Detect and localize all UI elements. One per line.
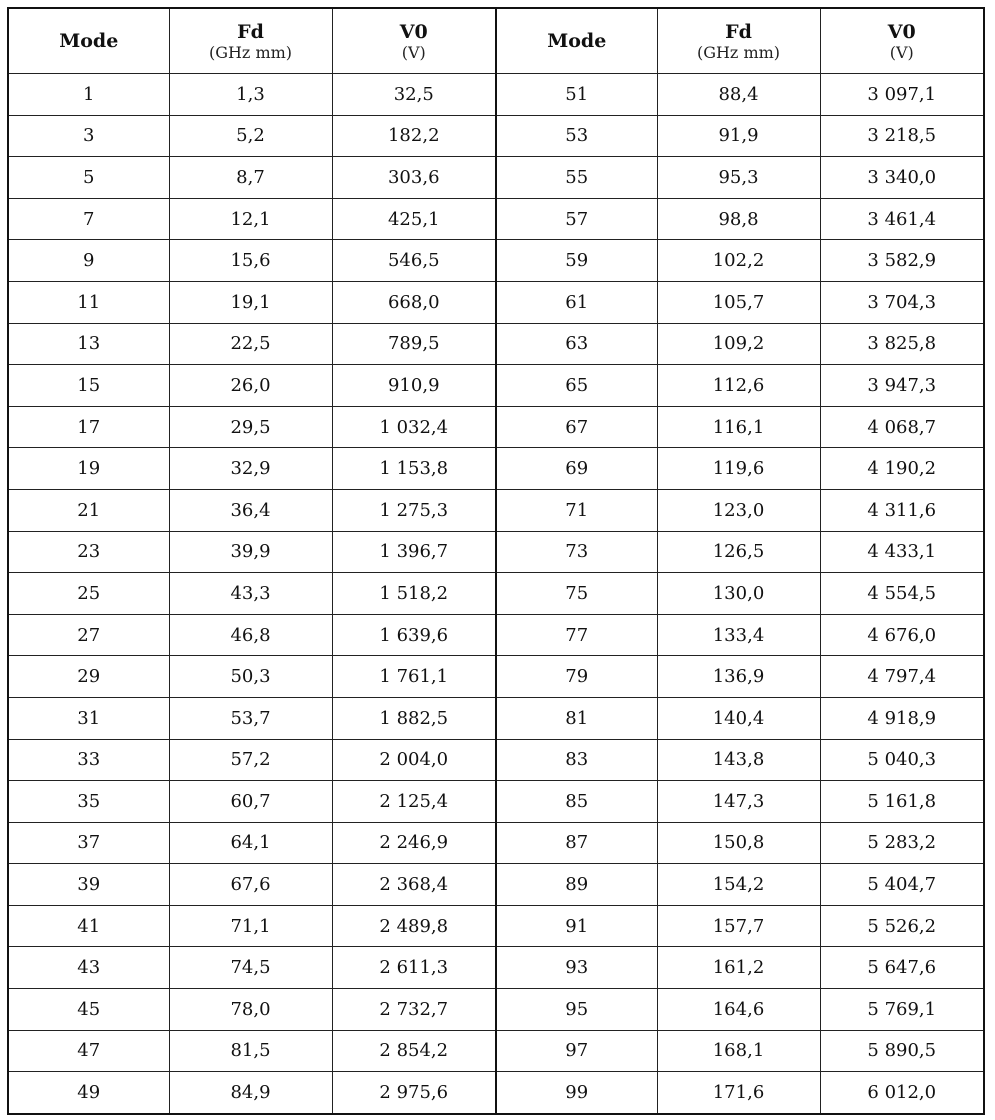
header-v0-right (820, 8, 984, 74)
cell-fd: 168,1 (657, 1030, 820, 1072)
cell-fd: 164,6 (657, 989, 820, 1031)
table-row (8, 448, 984, 490)
cell-fd: 53,7 (169, 697, 332, 739)
table-row (8, 697, 984, 739)
cell-fd: 109,2 (657, 323, 820, 365)
cell-fd: 36,4 (169, 489, 332, 531)
cell-mode: 71 (496, 489, 657, 531)
cell-fd: 46,8 (169, 614, 332, 656)
cell-v0: 1 761,1 (332, 656, 496, 698)
cell-fd: 74,5 (169, 947, 332, 989)
cell-v0: 1 153,8 (332, 448, 496, 490)
cell-fd: 123,0 (657, 489, 820, 531)
table-row (8, 781, 984, 823)
cell-mode: 53 (496, 115, 657, 157)
header-fd-label: Fd (237, 20, 264, 43)
cell-fd: 12,1 (169, 198, 332, 240)
cell-fd: 91,9 (657, 115, 820, 157)
cell-mode: 47 (8, 1030, 169, 1072)
cell-fd: 64,1 (169, 822, 332, 864)
cell-v0: 5 890,5 (820, 1030, 984, 1072)
cell-fd: 157,7 (657, 905, 820, 947)
cell-mode: 59 (496, 240, 657, 282)
cell-mode: 91 (496, 905, 657, 947)
cell-v0: 910,9 (332, 365, 496, 407)
table-row (8, 739, 984, 781)
cell-v0: 2 854,2 (332, 1030, 496, 1072)
cell-v0: 789,5 (332, 323, 496, 365)
cell-v0: 425,1 (332, 198, 496, 240)
cell-v0: 1 882,5 (332, 697, 496, 739)
cell-mode: 41 (8, 905, 169, 947)
cell-v0: 5 647,6 (820, 947, 984, 989)
cell-mode: 69 (496, 448, 657, 490)
table-row (8, 905, 984, 947)
header-mode-label: Mode (59, 30, 119, 52)
table-row (8, 822, 984, 864)
cell-v0: 1 639,6 (332, 614, 496, 656)
cell-v0: 5 161,8 (820, 781, 984, 823)
cell-mode: 65 (496, 365, 657, 407)
cell-mode: 13 (8, 323, 169, 365)
cell-v0: 1 396,7 (332, 531, 496, 573)
cell-mode: 37 (8, 822, 169, 864)
header-fd-left (169, 8, 332, 74)
cell-fd: 67,6 (169, 864, 332, 906)
mode-table-container (7, 7, 985, 1115)
cell-fd: 81,5 (169, 1030, 332, 1072)
table-row (8, 614, 984, 656)
cell-mode: 61 (496, 281, 657, 323)
cell-fd: 112,6 (657, 365, 820, 407)
cell-fd: 84,9 (169, 1072, 332, 1114)
header-v0-unit: (V) (401, 42, 426, 62)
cell-v0: 3 947,3 (820, 365, 984, 407)
cell-fd: 60,7 (169, 781, 332, 823)
cell-fd: 150,8 (657, 822, 820, 864)
cell-mode: 29 (8, 656, 169, 698)
cell-fd: 50,3 (169, 656, 332, 698)
cell-v0: 3 582,9 (820, 240, 984, 282)
cell-mode: 85 (496, 781, 657, 823)
cell-fd: 147,3 (657, 781, 820, 823)
cell-v0: 546,5 (332, 240, 496, 282)
table-body (8, 74, 984, 1114)
cell-fd: 71,1 (169, 905, 332, 947)
cell-v0: 3 825,8 (820, 323, 984, 365)
cell-fd: 29,5 (169, 406, 332, 448)
cell-mode: 3 (8, 115, 169, 157)
table-row (8, 198, 984, 240)
mode-table (7, 7, 985, 1115)
header-mode-label: Mode (547, 30, 607, 52)
cell-fd: 95,3 (657, 157, 820, 199)
header-v0-left (332, 8, 496, 74)
cell-mode: 31 (8, 697, 169, 739)
cell-v0: 303,6 (332, 157, 496, 199)
cell-v0: 3 461,4 (820, 198, 984, 240)
cell-fd: 105,7 (657, 281, 820, 323)
cell-fd: 102,2 (657, 240, 820, 282)
cell-v0: 32,5 (332, 74, 496, 116)
cell-mode: 9 (8, 240, 169, 282)
cell-v0: 2 975,6 (332, 1072, 496, 1114)
cell-mode: 35 (8, 781, 169, 823)
cell-v0: 2 004,0 (332, 739, 496, 781)
cell-v0: 1 518,2 (332, 573, 496, 615)
header-fd-right (657, 8, 820, 74)
table-row (8, 281, 984, 323)
cell-fd: 143,8 (657, 739, 820, 781)
table-row (8, 406, 984, 448)
cell-mode: 25 (8, 573, 169, 615)
table-row (8, 573, 984, 615)
cell-mode: 95 (496, 989, 657, 1031)
header-fd-label: Fd (725, 20, 752, 43)
cell-fd: 15,6 (169, 240, 332, 282)
cell-mode: 15 (8, 365, 169, 407)
cell-mode: 55 (496, 157, 657, 199)
cell-mode: 21 (8, 489, 169, 531)
cell-v0: 4 676,0 (820, 614, 984, 656)
cell-v0: 3 704,3 (820, 281, 984, 323)
cell-mode: 5 (8, 157, 169, 199)
cell-mode: 89 (496, 864, 657, 906)
cell-v0: 5 526,2 (820, 905, 984, 947)
cell-v0: 4 797,4 (820, 656, 984, 698)
cell-fd: 78,0 (169, 989, 332, 1031)
header-v0-label: V0 (887, 20, 916, 43)
cell-mode: 63 (496, 323, 657, 365)
cell-v0: 1 032,4 (332, 406, 496, 448)
cell-fd: 133,4 (657, 614, 820, 656)
cell-mode: 45 (8, 989, 169, 1031)
table-row (8, 1030, 984, 1072)
cell-fd: 43,3 (169, 573, 332, 615)
header-mode-right (496, 8, 657, 74)
header-row (8, 8, 984, 74)
cell-v0: 4 190,2 (820, 448, 984, 490)
header-v0-label: V0 (399, 20, 428, 43)
table-row (8, 323, 984, 365)
cell-mode: 1 (8, 74, 169, 116)
header-v0-unit: (V) (889, 42, 914, 62)
cell-mode: 79 (496, 656, 657, 698)
table-row (8, 864, 984, 906)
table-row (8, 1072, 984, 1114)
cell-mode: 27 (8, 614, 169, 656)
cell-v0: 5 283,2 (820, 822, 984, 864)
cell-v0: 2 732,7 (332, 989, 496, 1031)
cell-mode: 99 (496, 1072, 657, 1114)
cell-fd: 57,2 (169, 739, 332, 781)
cell-fd: 126,5 (657, 531, 820, 573)
cell-v0: 4 068,7 (820, 406, 984, 448)
cell-v0: 4 918,9 (820, 697, 984, 739)
cell-mode: 17 (8, 406, 169, 448)
cell-v0: 5 769,1 (820, 989, 984, 1031)
cell-v0: 2 489,8 (332, 905, 496, 947)
cell-v0: 182,2 (332, 115, 496, 157)
cell-fd: 1,3 (169, 74, 332, 116)
cell-mode: 7 (8, 198, 169, 240)
cell-mode: 67 (496, 406, 657, 448)
cell-v0: 3 097,1 (820, 74, 984, 116)
cell-v0: 5 404,7 (820, 864, 984, 906)
cell-fd: 26,0 (169, 365, 332, 407)
table-row (8, 157, 984, 199)
cell-fd: 98,8 (657, 198, 820, 240)
table-row (8, 489, 984, 531)
table-row (8, 531, 984, 573)
table-row (8, 365, 984, 407)
cell-fd: 154,2 (657, 864, 820, 906)
cell-fd: 88,4 (657, 74, 820, 116)
cell-fd: 136,9 (657, 656, 820, 698)
table-row (8, 989, 984, 1031)
cell-v0: 2 611,3 (332, 947, 496, 989)
cell-v0: 2 246,9 (332, 822, 496, 864)
cell-mode: 73 (496, 531, 657, 573)
cell-fd: 119,6 (657, 448, 820, 490)
header-fd-unit: (GHz mm) (208, 42, 293, 62)
cell-mode: 83 (496, 739, 657, 781)
cell-v0: 5 040,3 (820, 739, 984, 781)
cell-mode: 51 (496, 74, 657, 116)
table-row (8, 74, 984, 116)
cell-mode: 11 (8, 281, 169, 323)
cell-mode: 39 (8, 864, 169, 906)
cell-fd: 171,6 (657, 1072, 820, 1114)
cell-mode: 43 (8, 947, 169, 989)
cell-mode: 57 (496, 198, 657, 240)
cell-v0: 2 125,4 (332, 781, 496, 823)
cell-fd: 5,2 (169, 115, 332, 157)
cell-v0: 6 012,0 (820, 1072, 984, 1114)
cell-fd: 19,1 (169, 281, 332, 323)
cell-fd: 22,5 (169, 323, 332, 365)
cell-mode: 81 (496, 697, 657, 739)
cell-fd: 32,9 (169, 448, 332, 490)
cell-mode: 77 (496, 614, 657, 656)
cell-v0: 4 554,5 (820, 573, 984, 615)
cell-mode: 75 (496, 573, 657, 615)
cell-mode: 19 (8, 448, 169, 490)
cell-v0: 3 218,5 (820, 115, 984, 157)
cell-fd: 116,1 (657, 406, 820, 448)
cell-v0: 1 275,3 (332, 489, 496, 531)
cell-fd: 161,2 (657, 947, 820, 989)
cell-v0: 668,0 (332, 281, 496, 323)
cell-mode: 49 (8, 1072, 169, 1114)
cell-mode: 87 (496, 822, 657, 864)
cell-mode: 23 (8, 531, 169, 573)
cell-v0: 3 340,0 (820, 157, 984, 199)
table-row (8, 240, 984, 282)
cell-v0: 2 368,4 (332, 864, 496, 906)
cell-mode: 93 (496, 947, 657, 989)
cell-fd: 140,4 (657, 697, 820, 739)
cell-fd: 39,9 (169, 531, 332, 573)
cell-fd: 130,0 (657, 573, 820, 615)
cell-v0: 4 433,1 (820, 531, 984, 573)
cell-fd: 8,7 (169, 157, 332, 199)
cell-mode: 97 (496, 1030, 657, 1072)
table-row (8, 947, 984, 989)
cell-v0: 4 311,6 (820, 489, 984, 531)
table-row (8, 115, 984, 157)
table-row (8, 656, 984, 698)
header-mode-left (8, 8, 169, 74)
header-fd-unit: (GHz mm) (696, 42, 781, 62)
cell-mode: 33 (8, 739, 169, 781)
